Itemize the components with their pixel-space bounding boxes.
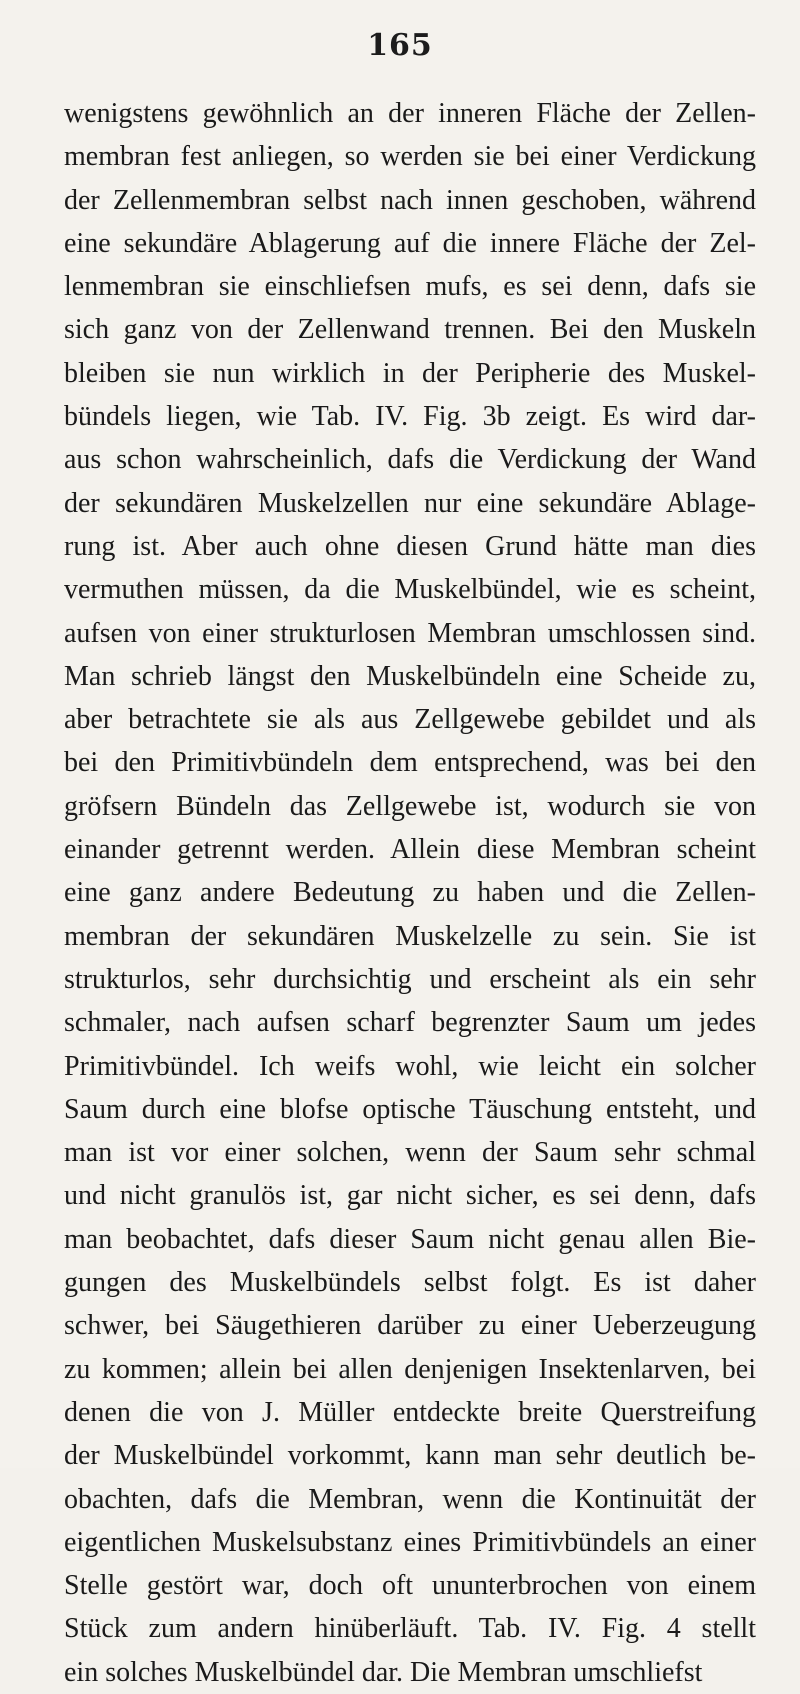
text-line: Primitivbündel. Ich weifs wohl, wie leicht ein solcher <box>64 1050 756 1082</box>
text-line: bündels liegen, wie Tab. IV. Fig. 3b zeigt. Es wird dar- <box>64 401 756 433</box>
text-line: membran der sekundären Muskelzelle zu sein. Sie ist <box>64 920 756 952</box>
text-line: aufsen von einer strukturlosen Membran umschlossen sind. <box>64 617 756 649</box>
text-line: denen die von J. Müller entdeckte breite Querstreifung <box>64 1396 756 1428</box>
text-line: lenmembran sie einschliefsen mufs, es sei denn, dafs sie <box>64 271 756 303</box>
text-line: eigentlichen Muskelsubstanz eines Primitivbündels an einer <box>64 1526 756 1558</box>
text-line: eine sekundäre Ablagerung auf die innere Fläche der Zel- <box>64 227 756 259</box>
text-line: strukturlos, sehr durchsichtig und erscheint als ein sehr <box>64 963 756 995</box>
text-line: Saum durch eine blofse optische Täuschung entsteht, und <box>64 1093 756 1125</box>
text-line: obachten, dafs die Membran, wenn die Kontinuität der <box>64 1483 756 1515</box>
text-line: einander getrennt werden. Allein diese Membran scheint <box>64 834 756 866</box>
text-line: bleiben sie nun wirklich in der Peripherie des Muskel- <box>64 357 756 389</box>
text-line: bei den Primitivbündeln dem entsprechend, was bei den <box>64 747 756 779</box>
text-line: schmaler, nach aufsen scharf begrenzter Saum um jedes <box>64 1007 756 1039</box>
text-line: vermuthen müssen, da die Muskelbündel, wie es scheint, <box>64 574 756 606</box>
page-number: 165 <box>367 28 433 63</box>
body-text <box>64 92 756 1694</box>
text-line: Stück zum andern hinüberläuft. Tab. IV. Fig. 4 stellt <box>64 1613 756 1645</box>
text-line: eine ganz andere Bedeutung zu haben und die Zellen- <box>64 877 756 909</box>
text-line: gröfsern Bündeln das Zellgewebe ist, wodurch sie von <box>64 790 756 822</box>
text-line: der Muskelbündel vorkommt, kann man sehr deutlich be- <box>64 1440 756 1472</box>
text-line: man beobachtet, dafs dieser Saum nicht genau allen Bie- <box>64 1223 756 1255</box>
text-line: Stelle gestört war, doch oft ununterbrochen von einem <box>64 1570 756 1602</box>
text-line: gungen des Muskelbündels selbst folgt. Es ist daher <box>64 1267 756 1299</box>
text-line: man ist vor einer solchen, wenn der Saum sehr schmal <box>64 1137 756 1169</box>
text-line: und nicht granulös ist, gar nicht sicher, es sei denn, dafs <box>64 1180 756 1212</box>
text-line: aus schon wahrscheinlich, dafs die Verdickung der Wand <box>64 444 756 476</box>
text-line: schwer, bei Säugethieren darüber zu einer Ueberzeugung <box>64 1310 756 1342</box>
text-line: rung ist. Aber auch ohne diesen Grund hätte man dies <box>64 530 756 562</box>
text-line: wenigstens gewöhnlich an der inneren Fläche der Zellen- <box>64 98 756 129</box>
text-line: ein solches Muskelbündel dar. Die Membran umschliefst <box>64 1656 703 1688</box>
text-line: Man schrieb längst den Muskelbündeln eine Scheide zu, <box>64 660 756 692</box>
text-line: sich ganz von der Zellenwand trennen. Bei den Muskeln <box>64 314 756 346</box>
text-line: der Zellenmembran selbst nach innen geschoben, während <box>64 184 756 216</box>
text-line: membran fest anliegen, so werden sie bei einer Verdickung <box>64 141 756 173</box>
text-line: aber betrachtete sie als aus Zellgewebe gebildet und als <box>64 704 756 736</box>
text-line: der sekundären Muskelzellen nur eine sekundäre Ablage- <box>64 487 756 519</box>
text-line: zu kommen; allein bei allen denjenigen Insektenlarven, bei <box>64 1353 756 1385</box>
